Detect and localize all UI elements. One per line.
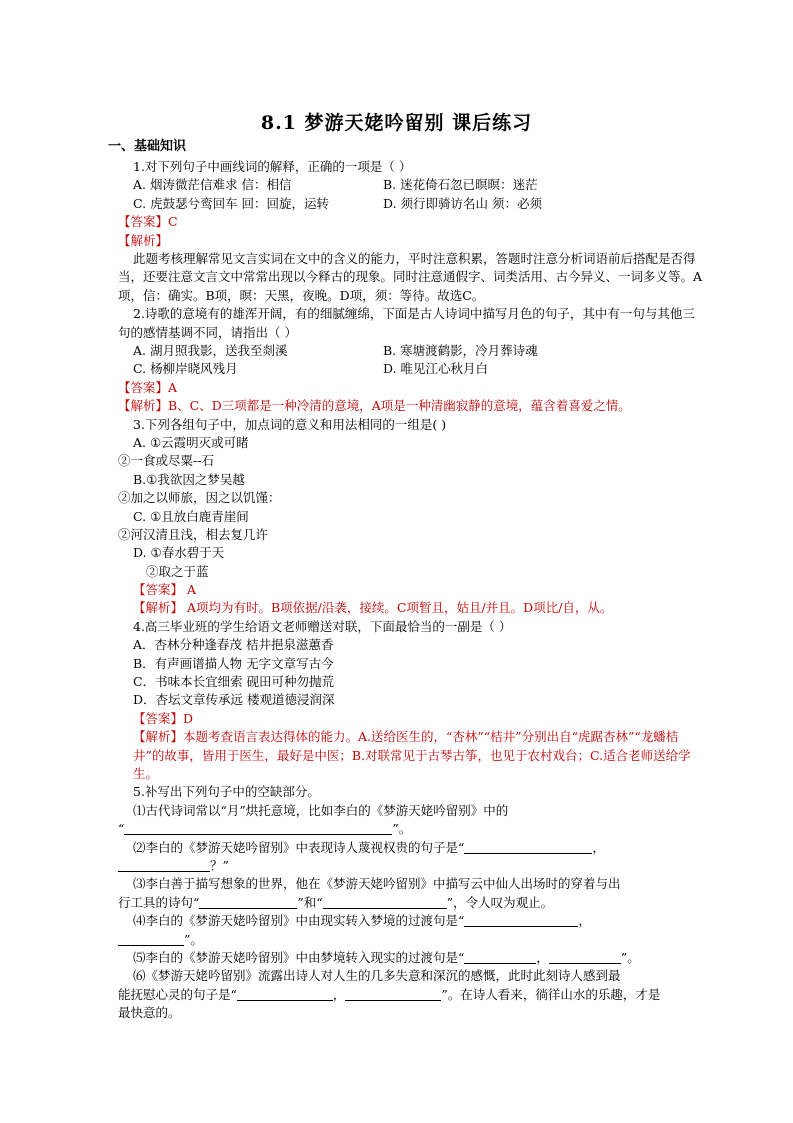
q2-answer: 【答案】A bbox=[118, 379, 178, 395]
q2-option-a: A. 湖月照我影，送我至剡溪 bbox=[133, 342, 288, 358]
q2-options-cd bbox=[118, 360, 703, 378]
q2-option-b: B. 寒塘渡鹤影，冷月葬诗魂 bbox=[383, 342, 538, 358]
q4-option: C．书味本长宜细索 砚田可种勿抛荒 bbox=[133, 674, 335, 690]
q1-option-a: A. 烟涛微茫信难求 信：相信 bbox=[133, 177, 292, 193]
answer-blank[interactable] bbox=[237, 987, 333, 1001]
q3-analysis: 【解析】 A项均为有时。B项依据/沿袭，接续。C项暂且，姑且/并且。D项比/自，从。 bbox=[133, 600, 613, 616]
q5-item-5: ⑸李白的《梦游天姥吟留别》中由梦境转入现实的过渡句是“ ， ”。 bbox=[133, 949, 640, 965]
q3-line: ②河汉清且浅，相去复几许 bbox=[118, 526, 269, 542]
answer-blank[interactable] bbox=[118, 858, 210, 872]
q1-analysis: 此题考核理解常见文言实词在文中的含义的能力，平时注意积累，答题时注意分析词语前后搭配是否得当，还要注意文言文中常常出现以今释古的现象。同时注意通假字、词类活用、古今异义、一词多义等。A项，信：确实。B项，暝：天黑，夜晚。D项，须：等待。故选C。 bbox=[118, 250, 703, 303]
q5-item-2-cont: ？” bbox=[118, 857, 703, 875]
q4-option: A．杏林分种逢春茂 桔井挹泉滋蕙香 bbox=[133, 637, 334, 653]
answer-blank[interactable] bbox=[345, 987, 441, 1001]
q5-item-6: ⑹《梦游天姥吟留别》流露出诗人对人生的几多失意和深沉的感慨，此时此刻诗人感到最 bbox=[133, 968, 621, 984]
q5-item-3: ⑶李白善于描写想象的世界，他在《梦游天姥吟留别》中描写云中仙人出场时的穿着与出 bbox=[133, 876, 621, 892]
q3-answer: 【答案】 A bbox=[133, 582, 197, 598]
q2-options-ab bbox=[118, 342, 703, 360]
q5-item-1-answer: “ ”。 bbox=[118, 821, 412, 837]
q4-answer: 【答案】D bbox=[133, 710, 194, 726]
q2-stem: 2.诗歌的意境有的雄浑开阔，有的细腻缠绵，下面是古人诗词中描写月色的句子，其中有一句与其他三句的感情基调不同，请指出（ ） bbox=[118, 306, 695, 340]
answer-blank[interactable] bbox=[549, 950, 621, 964]
q2-analysis: 【解析】B、C、D三项都是一种冷清的意境，A项是一种清幽寂静的意境，蕴含着喜爱之情。 bbox=[118, 398, 631, 414]
q2-option-c: C. 杨柳岸晓风残月 bbox=[133, 361, 238, 377]
q5-item-2: ⑵李白的《梦游天姥吟留别》中表现诗人蔑视权贵的句子是“ ， bbox=[133, 839, 605, 855]
q3-line: B.①我欲因之梦吴越 bbox=[133, 471, 245, 487]
q4-analysis: 【解析】本题考查语言表达得体的能力。A.送给医生的，“杏林”“桔井”分别出自“虎踞杏林”“龙蟠桔井”的故事，皆用于医生，最好是中医；B.对联常见于古琴古筝，也见于农村戏台；C.适合老师送给学生。 bbox=[133, 729, 691, 781]
answer-blank[interactable] bbox=[118, 932, 184, 946]
answer-blank[interactable] bbox=[323, 895, 447, 909]
q1-options-ab bbox=[118, 176, 703, 194]
q1-option-d: D. 须行即骑访名山 须：必须 bbox=[383, 195, 542, 211]
q3-line: A. ①云霞明灭或可睹 bbox=[133, 434, 249, 450]
q3-line: C. ①且放白鹿青崖间 bbox=[133, 508, 249, 524]
answer-blank[interactable] bbox=[464, 950, 536, 964]
q5-stem: 5.补写出下列句子中的空缺部分。 bbox=[133, 784, 320, 800]
q4-option: B．有声画谱描人物 无字文章写古今 bbox=[133, 655, 334, 671]
q5-item-4: ⑷李白的《梦游天姥吟留别》中由现实转入梦境的过渡句是“ ， bbox=[133, 913, 591, 929]
q5-item-6-end: 最快意的。 bbox=[118, 1005, 181, 1021]
q1-option-c: C. 虎鼓瑟兮鸾回车 回：回旋，运转 bbox=[133, 195, 330, 211]
q3-line: ②取之于蓝 bbox=[146, 563, 209, 579]
q3-stem: 3.下列各组句子中，加点词的意义和用法相同的一组是( ) bbox=[133, 416, 447, 432]
document-title: 8.1 梦游天姥吟留别 课后练习 bbox=[260, 112, 533, 134]
q5-item-1: ⑴古代诗词常以“月”烘托意境，比如李白的《梦游天姥吟留别》中的 bbox=[133, 802, 509, 818]
q1-answer: 【答案】C bbox=[118, 214, 178, 230]
answer-blank[interactable] bbox=[199, 895, 297, 909]
q3-line: ②一食或尽粟--石 bbox=[118, 453, 214, 469]
q4-option: D．杏坛文章传承远 楼观道德浸润深 bbox=[133, 692, 335, 708]
q1-options-cd bbox=[118, 195, 703, 213]
q5-item-6-cont: 能抚慰心灵的句子是“ ， ”。在诗人看来，徜徉山水的乐趣，才是 bbox=[118, 986, 661, 1002]
q1-option-b: B. 迷花倚石忽已暝暝：迷茫 bbox=[383, 177, 538, 193]
section-heading: 一、基础知识 bbox=[108, 139, 187, 154]
q1-stem: 1.对下列句子中画线词的解释，正确的一项是（ ） bbox=[133, 159, 412, 174]
answer-blank[interactable] bbox=[464, 840, 592, 854]
answer-blank[interactable] bbox=[464, 913, 578, 927]
q4-stem: 4.高三毕业班的学生给语文老师赠送对联，下面最恰当的一副是（ ） bbox=[133, 618, 512, 634]
question-content bbox=[118, 158, 703, 1022]
q5-item-4-cont: ”。 bbox=[118, 931, 703, 949]
q3-line: ②加之以师旅，因之以饥馑： bbox=[118, 490, 281, 506]
q3-line: D. ①春水碧于天 bbox=[133, 545, 225, 561]
q2-option-d: D. 唯见江心秋月白 bbox=[383, 361, 489, 377]
q5-item-3-cont: 行工具的诗句“ ”和“ ”，令人叹为观止。 bbox=[118, 894, 554, 910]
q1-analysis-label: 【解析】 bbox=[118, 232, 169, 248]
answer-blank[interactable] bbox=[124, 821, 392, 835]
